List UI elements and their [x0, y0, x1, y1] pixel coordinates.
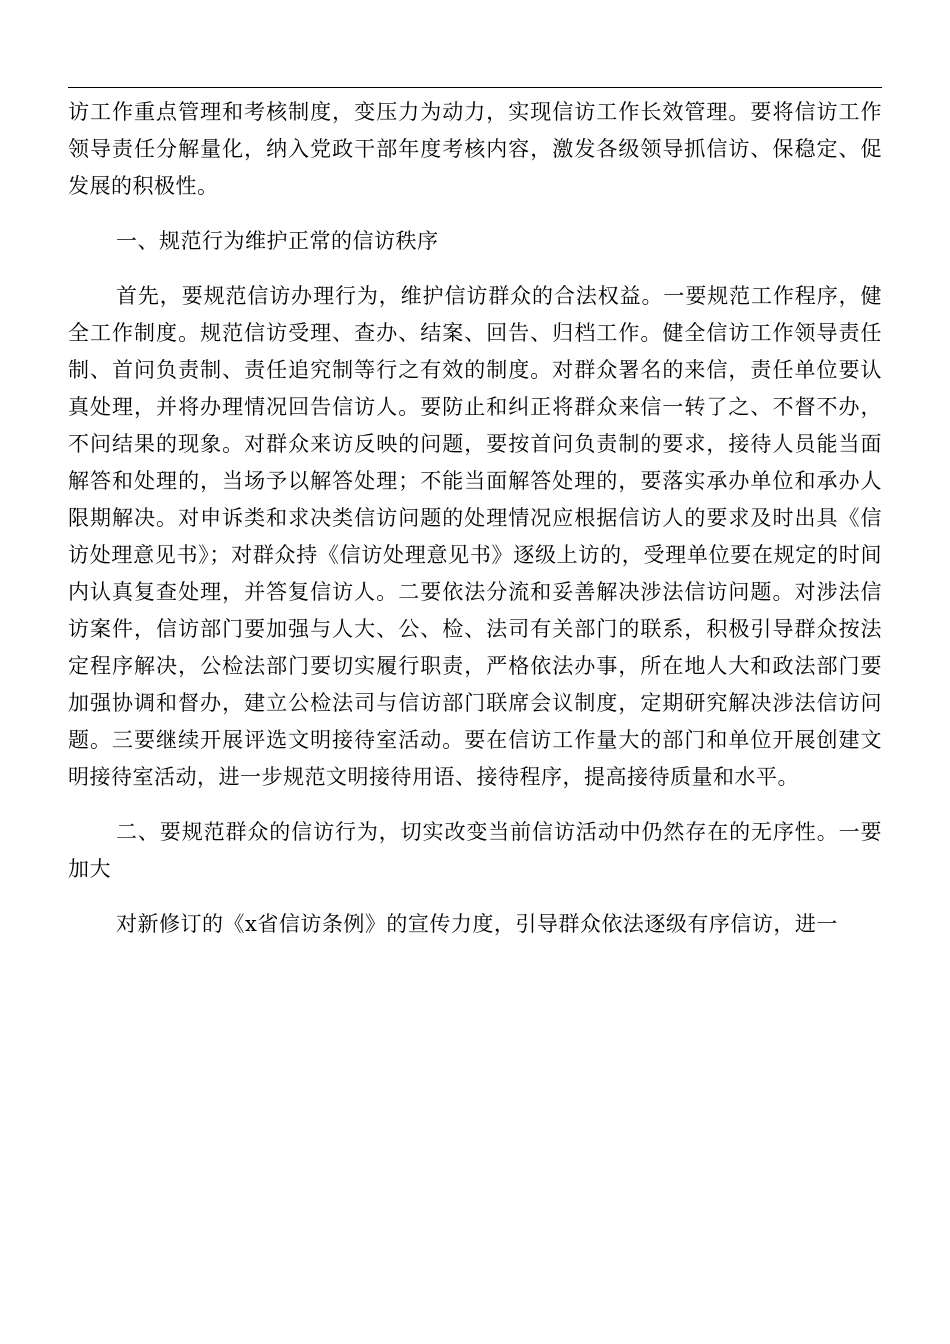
- section-heading-2: 二、要规范群众的信访行为，切实改变当前信访活动中仍然存在的无序性。一要加大: [68, 820, 882, 881]
- section-heading-1: 一、规范行为维护正常的信访秩序: [116, 229, 439, 253]
- paragraph-body-continued: 对新修订的《x省信访条例》的宣传力度，引导群众依法逐级有序信访，进一: [116, 912, 838, 936]
- paragraph-continuation: 访工作重点管理和考核制度，变压力为动力，实现信访工作长效管理。要将信访工作领导责任分解量化，纳入党政干部年度考核内容，激发各级领导抓信访、保稳定、促发展的积极性。: [68, 100, 882, 198]
- document-body: [68, 94, 882, 961]
- paragraph-body: 首先，要规范信访办理行为，维护信访群众的合法权益。一要规范工作程序，健全工作制度。规范信访受理、查办、结案、回告、归档工作。健全信访工作领导责任制、首问负责制、责任追究制等行之有效的制度。对群众署名的来信，责任单位要认真处理，并将办理情况回告信访人。要防止和纠正将群众来信一转了之、不督不办，不问结果的现象。对群众来访反映的问题，要按首问负责制的要求，接待人员能当面解答和处理的，当场予以解答处理；不能当面解答处理的，要落实承办单位和承办人限期解决。对申诉类和求决类信访问题的处理情况应根据信访人的要求及时出具《信访处理意见书》；对群众持《信访处理意见书》逐级上访的，受理单位要在规定的时间内认真复查处理，并答复信访人。二要依法分流和妥善解决涉法信访问题。对涉法信访案件，信访部门要加强与人大、公、检、法司有关部门的联系，积极引导群众按法定程序解决，公检法部门要切实履行职责，严格依法办事，所在地人大和政法部门要加强协调和督办，建立公检法司与信访部门联席会议制度，定期研究解决涉法信访问题。三要继续开展评选文明接待室活动。要在信访工作量大的部门和单位开展创建文明接待室活动，进一步规范文明接待用语、接待程序，提高接待质量和水平。: [68, 284, 882, 789]
- header-divider: [68, 87, 882, 88]
